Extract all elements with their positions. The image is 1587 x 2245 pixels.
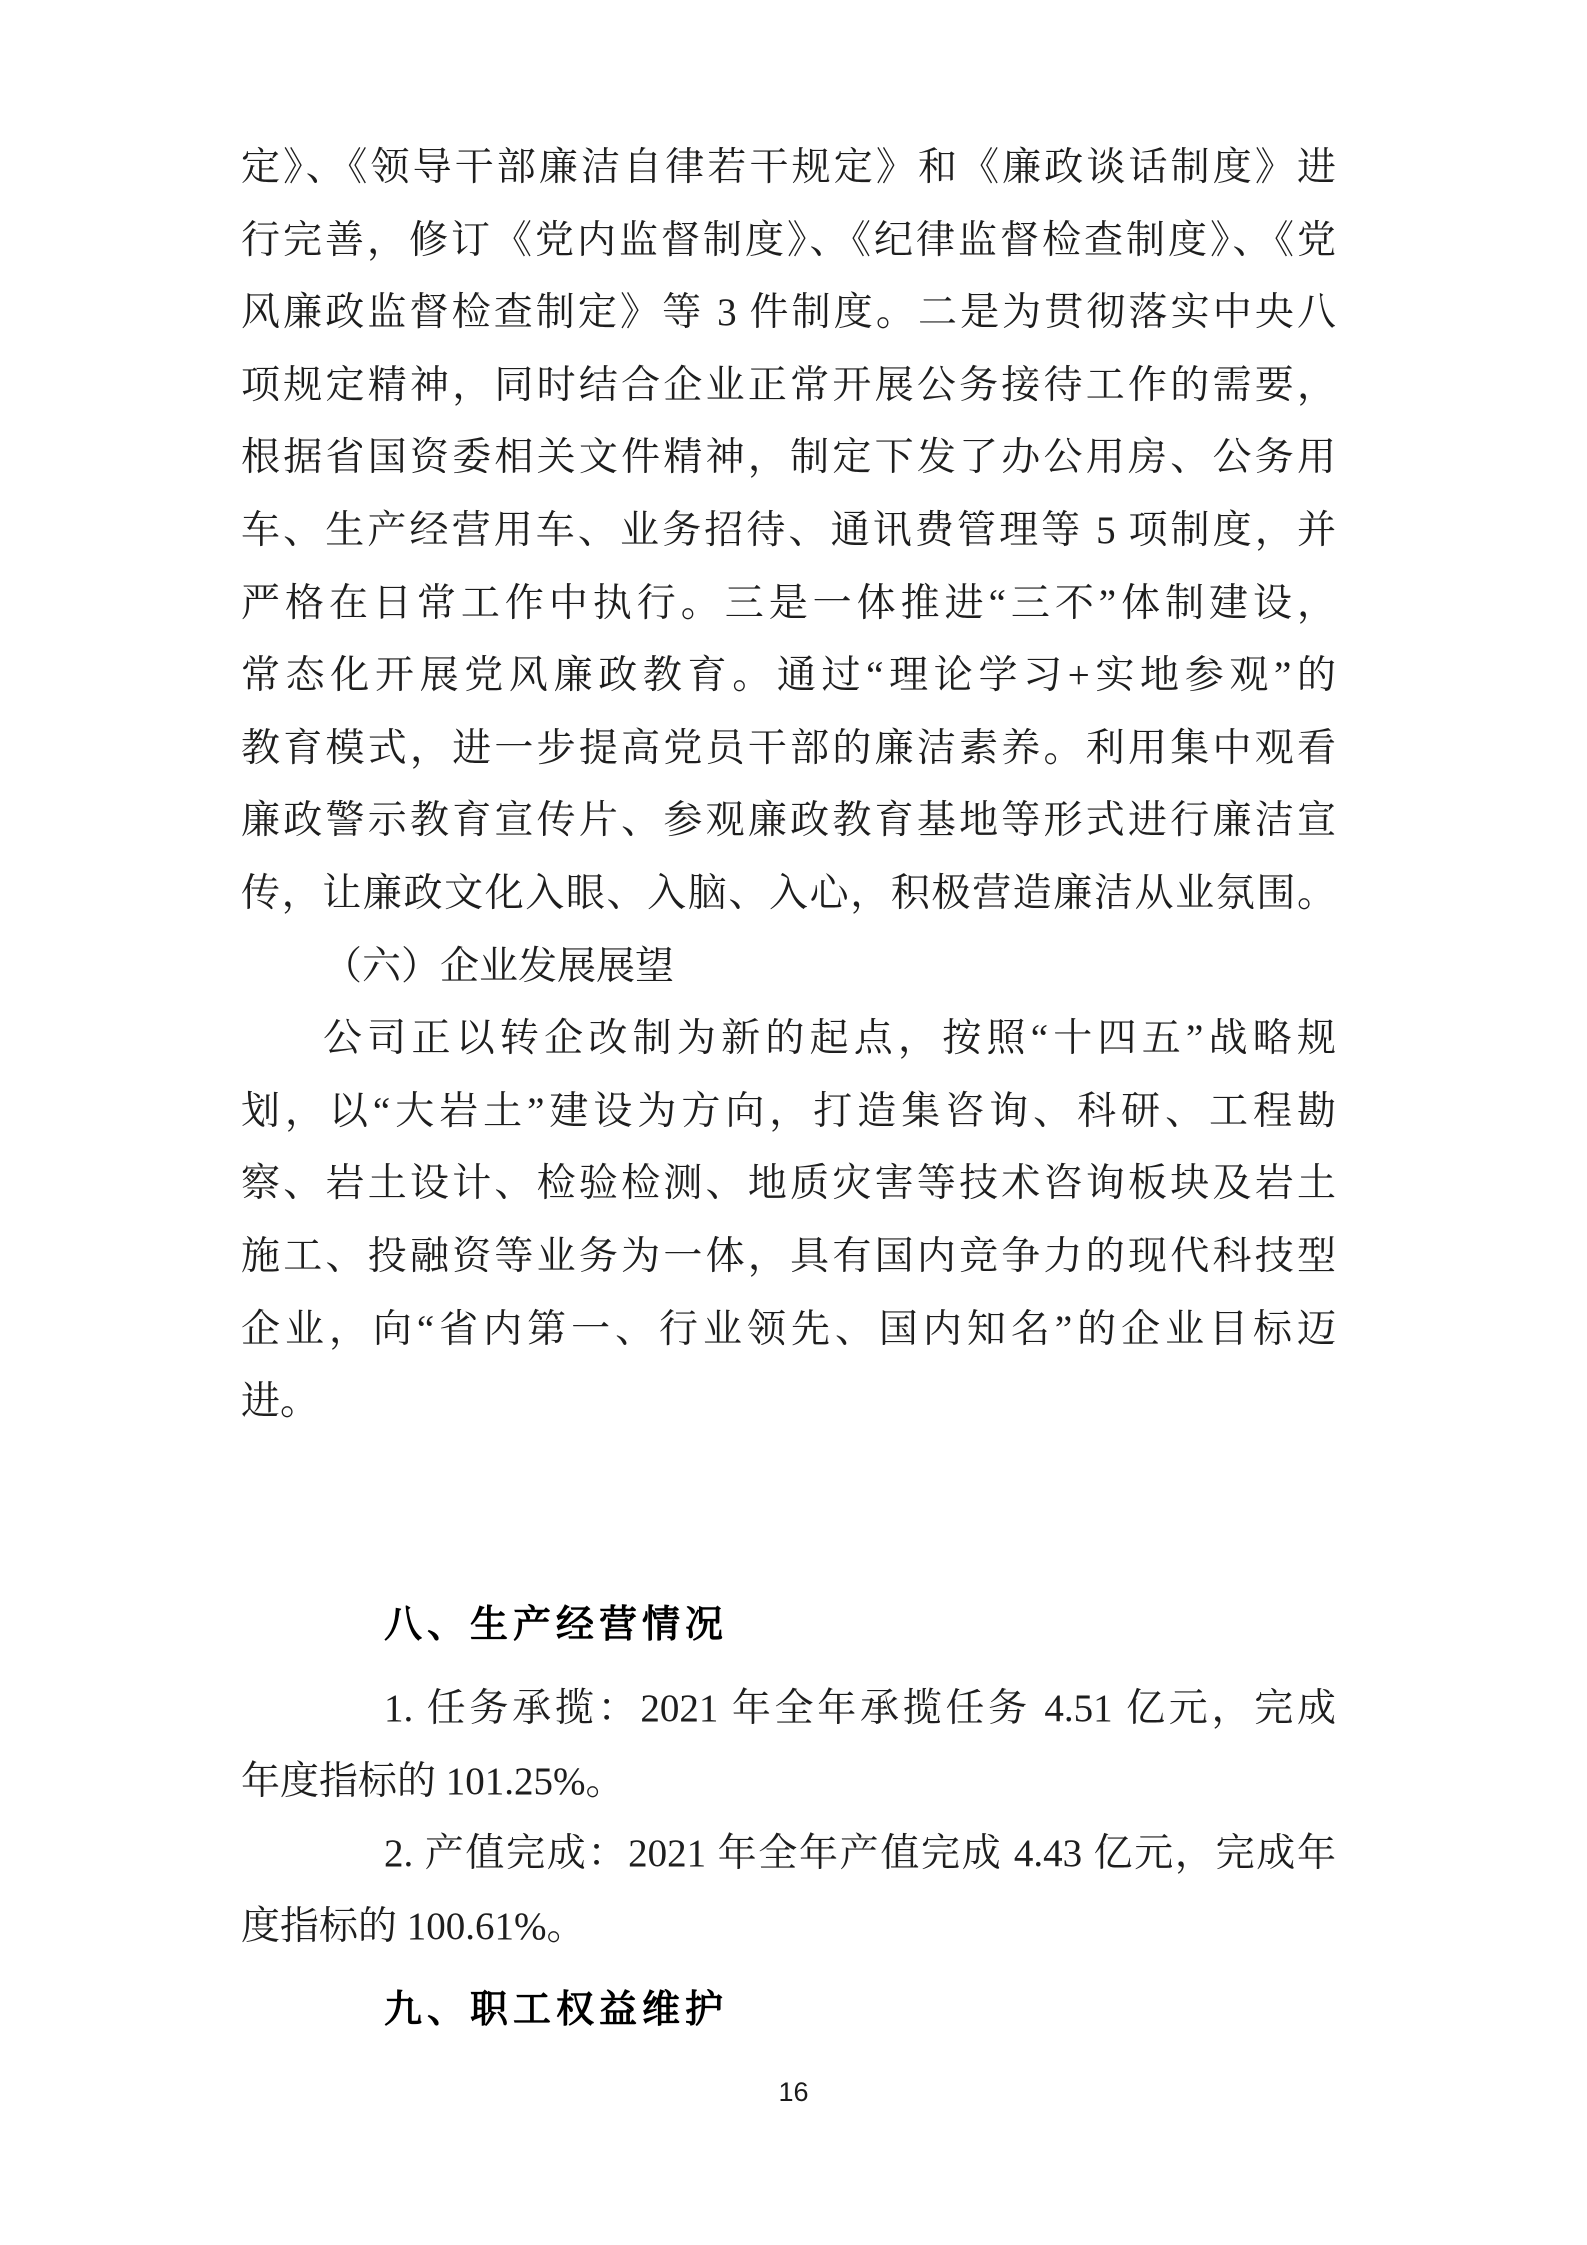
body-line: 教育模式，进一步提高党员干部的廉洁素养。利用集中观看: [241, 726, 1336, 770]
body-line: 传，让廉政文化入眼、入脑、入心，积极营造廉洁从业氛围。: [241, 871, 1336, 915]
body-line: 定》、《领导干部廉洁自律若干规定》和《廉政谈话制度》进: [241, 146, 1336, 189]
body-line: 常态化开展党风廉政教育。通过“理论学习+实地参观”的: [241, 654, 1336, 698]
body-line: 进。: [241, 1380, 320, 1424]
body-line: 廉政警示教育宣传片、参观廉政教育基地等形式进行廉洁宣: [241, 799, 1336, 843]
body-line: 车、生产经营用车、业务招待、通讯费管理等 5 项制度，并: [241, 508, 1336, 552]
section-heading-production: 八、生产经营情况: [384, 1603, 729, 1646]
body-line: 公司正以转企改制为新的起点，按照“十四五”战略规: [323, 1017, 1336, 1061]
body-line: 严格在日常工作中执行。三是一体推进“三不”体制建设，: [241, 581, 1336, 625]
list-item-line: 度指标的 100.61%。: [241, 1905, 586, 1949]
body-line: 风廉政监督检查制定》等 3 件制度。二是为贯彻落实中央八: [241, 291, 1336, 335]
list-item-line: 2. 产值完成：2021 年全年产值完成 4.43 亿元，完成年: [384, 1832, 1336, 1876]
body-line: 划，以“大岩土”建设为方向，打造集咨询、科研、工程勘: [241, 1089, 1336, 1133]
body-line: 施工、投融资等业务为一体，具有国内竞争力的现代科技型: [241, 1234, 1336, 1278]
body-line: 根据省国资委相关文件精神，制定下发了办公用房、公务用: [241, 436, 1336, 480]
body-line: 察、岩土设计、检验检测、地质灾害等技术咨询板块及岩土: [241, 1162, 1336, 1206]
body-line: 行完善，修订《党内监督制度》、《纪律监督检查制度》、《党: [241, 218, 1336, 262]
section-heading-employee-rights: 九、职工权益维护: [384, 1988, 729, 2031]
list-item-line: 1. 任务承揽：2021 年全年承揽任务 4.51 亿元，完成: [384, 1687, 1336, 1731]
body-line: 项规定精神，同时结合企业正常开展公务接待工作的需要，: [241, 363, 1336, 407]
document-text-block: [241, 132, 1336, 2046]
body-line: 企业，向“省内第一、行业领先、国内知名”的企业目标迈: [241, 1307, 1336, 1351]
list-item-line: 年度指标的 101.25%。: [241, 1759, 625, 1803]
subsection-heading-line: （六）企业发展展望: [323, 944, 675, 988]
page-number: 16: [778, 2077, 809, 2107]
